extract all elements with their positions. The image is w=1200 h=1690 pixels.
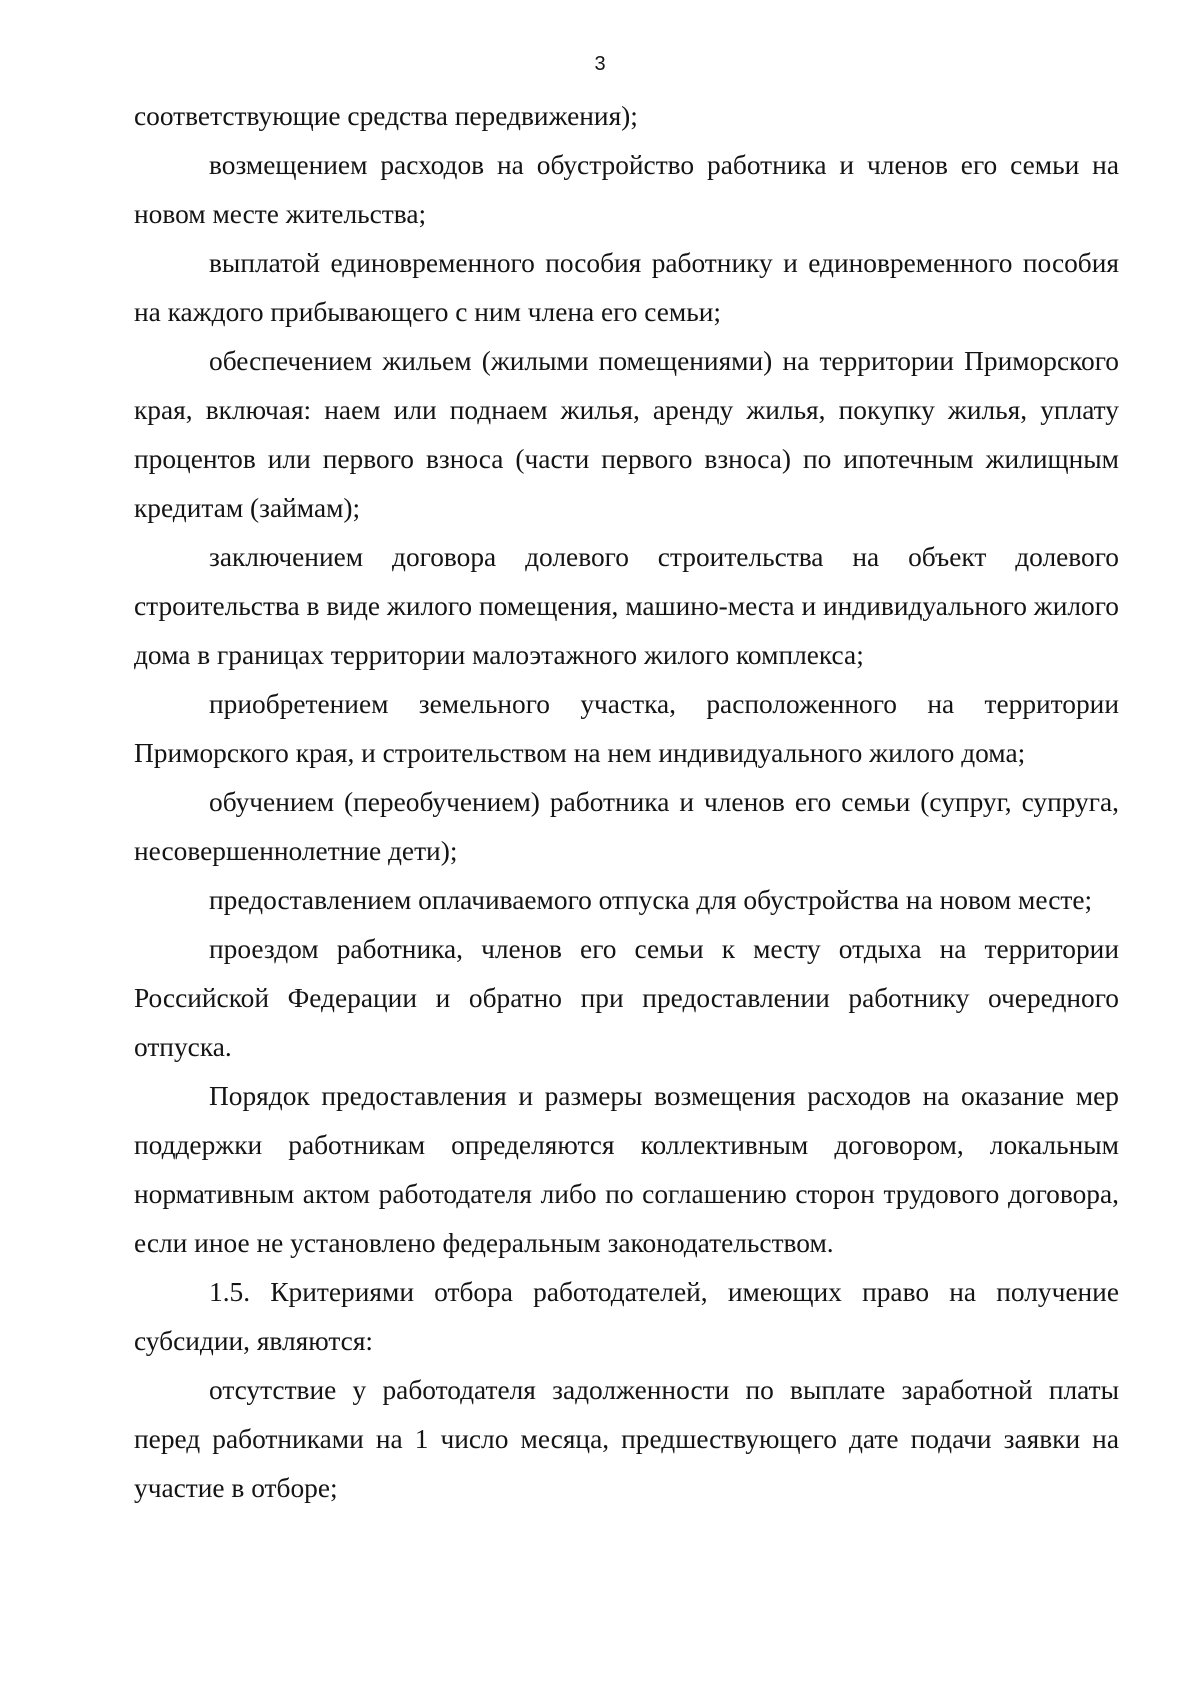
paragraph-procedure: Порядок предоставления и размеры возмещения расходов на оказание мер поддержки работникам определяются коллективным договором, локальным нормативным актом работодателя либо по соглашению сторон трудового договора, если иное не установлено федеральным законодательством. [134, 1081, 1119, 1258]
paragraph-continuation: соответствующие средства передвижения); [134, 101, 638, 131]
document-body [134, 92, 1119, 1513]
paragraph-section-1-5: 1.5. Критериями отбора работодателей, имеющих право на получение субсидии, являются: [134, 1277, 1119, 1356]
paragraph-paid-leave: предоставлением оплачиваемого отпуска для обустройства на новом месте; [209, 885, 1093, 915]
paragraph-lump-sum-allowance: выплатой единовременного пособия работнику и единовременного пособия на каждого прибывающего с ним члена его семьи; [134, 248, 1119, 327]
paragraph-travel: проездом работника, членов его семьи к месту отдыха на территории Российской Федерации и обратно при предоставлении работнику очередного отпуска. [134, 934, 1119, 1062]
page-number: 3 [594, 53, 606, 75]
paragraph-criterion-salary-debt: отсутствие у работодателя задолженности по выплате заработной платы перед работниками на 1 число месяца, предшествующего дате подачи заявки на участие в отборе; [134, 1375, 1119, 1503]
paragraph-resettlement-costs: возмещением расходов на обустройство работника и членов его семьи на новом месте жительства; [134, 150, 1119, 229]
paragraph-land-purchase: приобретением земельного участка, расположенного на территории Приморского края, и строительством на нем индивидуального жилого дома; [134, 689, 1119, 768]
paragraph-housing-provision: обеспечением жильем (жилыми помещениями) на территории Приморского края, включая: наем или поднаем жилья, аренду жилья, покупку жилья, уплату процентов или первого взноса (части первого взноса) по ипотечным жилищным кредитам (займам); [134, 346, 1119, 523]
paragraph-shared-construction: заключением договора долевого строительства на объект долевого строительства в виде жилого помещения, машино-места и индивидуального жилого дома в границах территории малоэтажного жилого комплекса; [134, 542, 1119, 670]
paragraph-training: обучением (переобучением) работника и членов его семьи (супруг, супруга, несовершеннолетние дети); [134, 787, 1119, 866]
